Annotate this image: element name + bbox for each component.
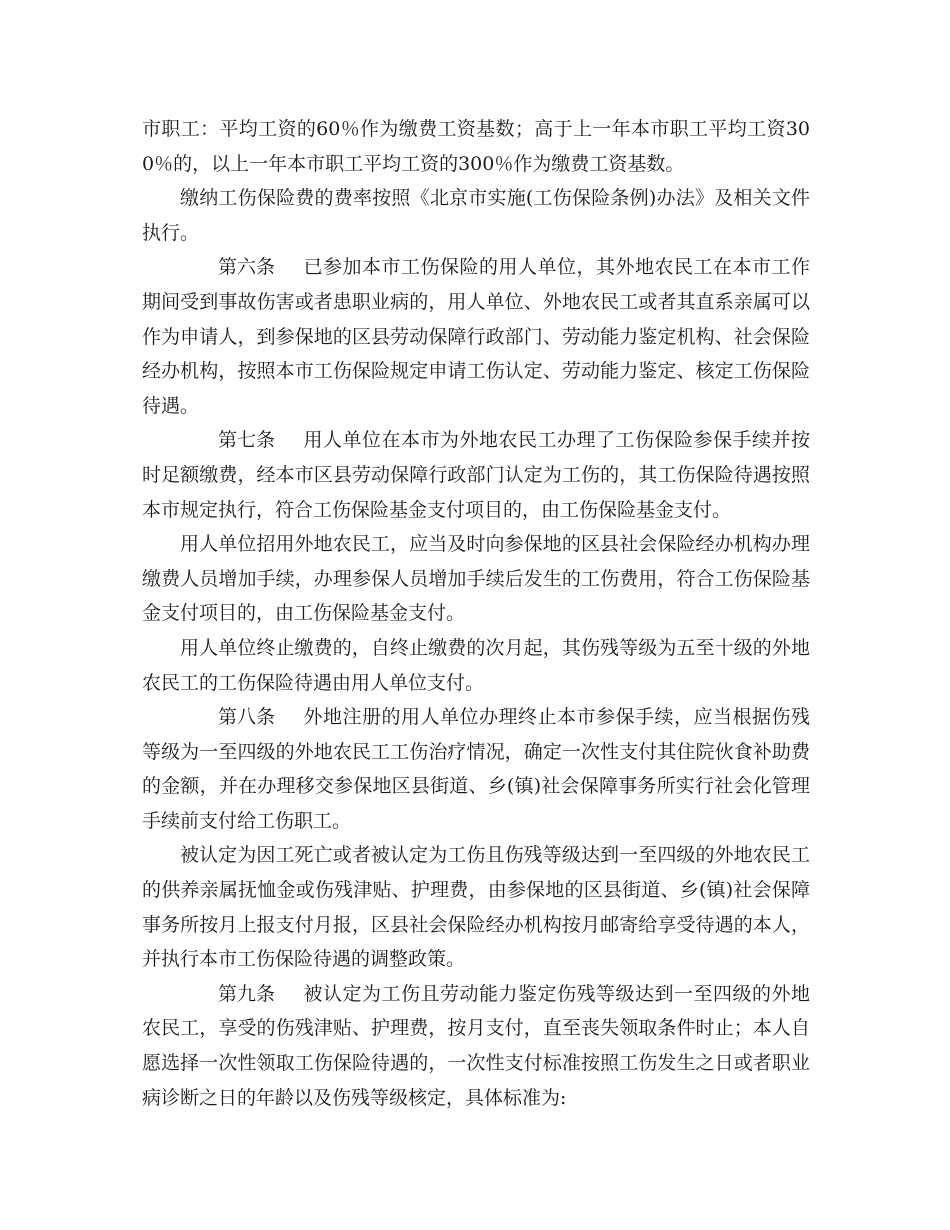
paragraph-6-text: 用人单位终止缴费的，自终止缴费的次月起，其伤残等级为五至十级的外地农民工的工伤保险待遇由用人单位支付。 <box>142 636 810 694</box>
article-9-paragraph <box>142 977 810 1115</box>
paragraph-2-text: 缴纳工伤保险费的费率按照《北京市实施(工伤保险条例)办法》及相关文件执行。 <box>142 187 810 244</box>
paragraph-5-text: 用人单位招用外地农民工，应当及时向参保地的区县社会保险经办机构办理缴费人员增加手续，办理参保人员增加手续后发生的工伤费用，符合工伤保险基金支付项目的，由工伤保险基金支付。 <box>142 533 810 625</box>
article-6-paragraph <box>142 250 810 423</box>
article-8-text: 外地注册的用人单位办理终止本市参保手续，应当根据伤残等级为一至四级的外地农民工工伤治疗情况，确定一次性支付其住院伙食补助费的金额，并在办理移交参保地区县街道、乡(镇)社会保障事务所实行社会化管理手续前支付给工伤职工。 <box>142 706 810 832</box>
article-6-number: 第六条 <box>218 256 276 279</box>
paragraph-8 <box>142 838 810 976</box>
document-body <box>142 112 810 1115</box>
article-7-text: 用人单位在本市为外地农民工办理了工伤保险参保手续并按时足额缴费，经本市区县劳动保障行政部门认定为工伤的，其工伤保险待遇按照本市规定执行，符合工伤保险基金支付项目的，由工伤保险基金支付。 <box>142 429 810 521</box>
article-7-number: 第七条 <box>218 429 276 452</box>
article-6-text: 已参加本市工伤保险的用人单位，其外地农民工在本市工作期间受到事故伤害或者患职业病的，用人单位、外地农民工或者其直系亲属可以作为申请人，到参保地的区县劳动保障行政部门、劳动能力鉴定机构、社会保险经办机构，按照本市工伤保险规定申请工伤认定、劳动能力鉴定、核定工伤保险待遇。 <box>142 256 810 417</box>
article-8-number: 第八条 <box>218 706 276 729</box>
article-9-text: 被认定为工伤且劳动能力鉴定伤残等级达到一至四级的外地农民工，享受的伤残津贴、护理费，按月支付，直至丧失领取条件时止；本人自愿选择一次性领取工伤保险待遇的，一次性支付标准按照工伤发生之日或者职业病诊断之日的年龄以及伤残等级核定，具体标准为: <box>142 982 810 1109</box>
article-7-paragraph <box>142 423 810 527</box>
paragraph-6 <box>142 631 810 700</box>
article-9-number: 第九条 <box>218 982 276 1005</box>
paragraph-2 <box>142 181 810 250</box>
paragraph-5 <box>142 527 810 631</box>
paragraph-8-text: 被认定为因工死亡或者被认定为工伤且伤残等级达到一至四级的外地农民工的供养亲属抚恤金或伤残津贴、护理费，由参保地的区县街道、乡(镇)社会保障事务所按月上报支付月报，区县社会保险经办机构按月邮寄给享受待遇的本人，并执行本市工伤保险待遇的调整政策。 <box>142 844 810 971</box>
article-8-paragraph <box>142 700 810 838</box>
paragraph-1-text: 市职工：平均工资的60％作为缴费工资基数；高于上一年本市职工平均工资300％的，以上一年本市职工平均工资的300％作为缴费工资基数。 <box>142 118 810 175</box>
paragraph-1 <box>142 112 810 181</box>
